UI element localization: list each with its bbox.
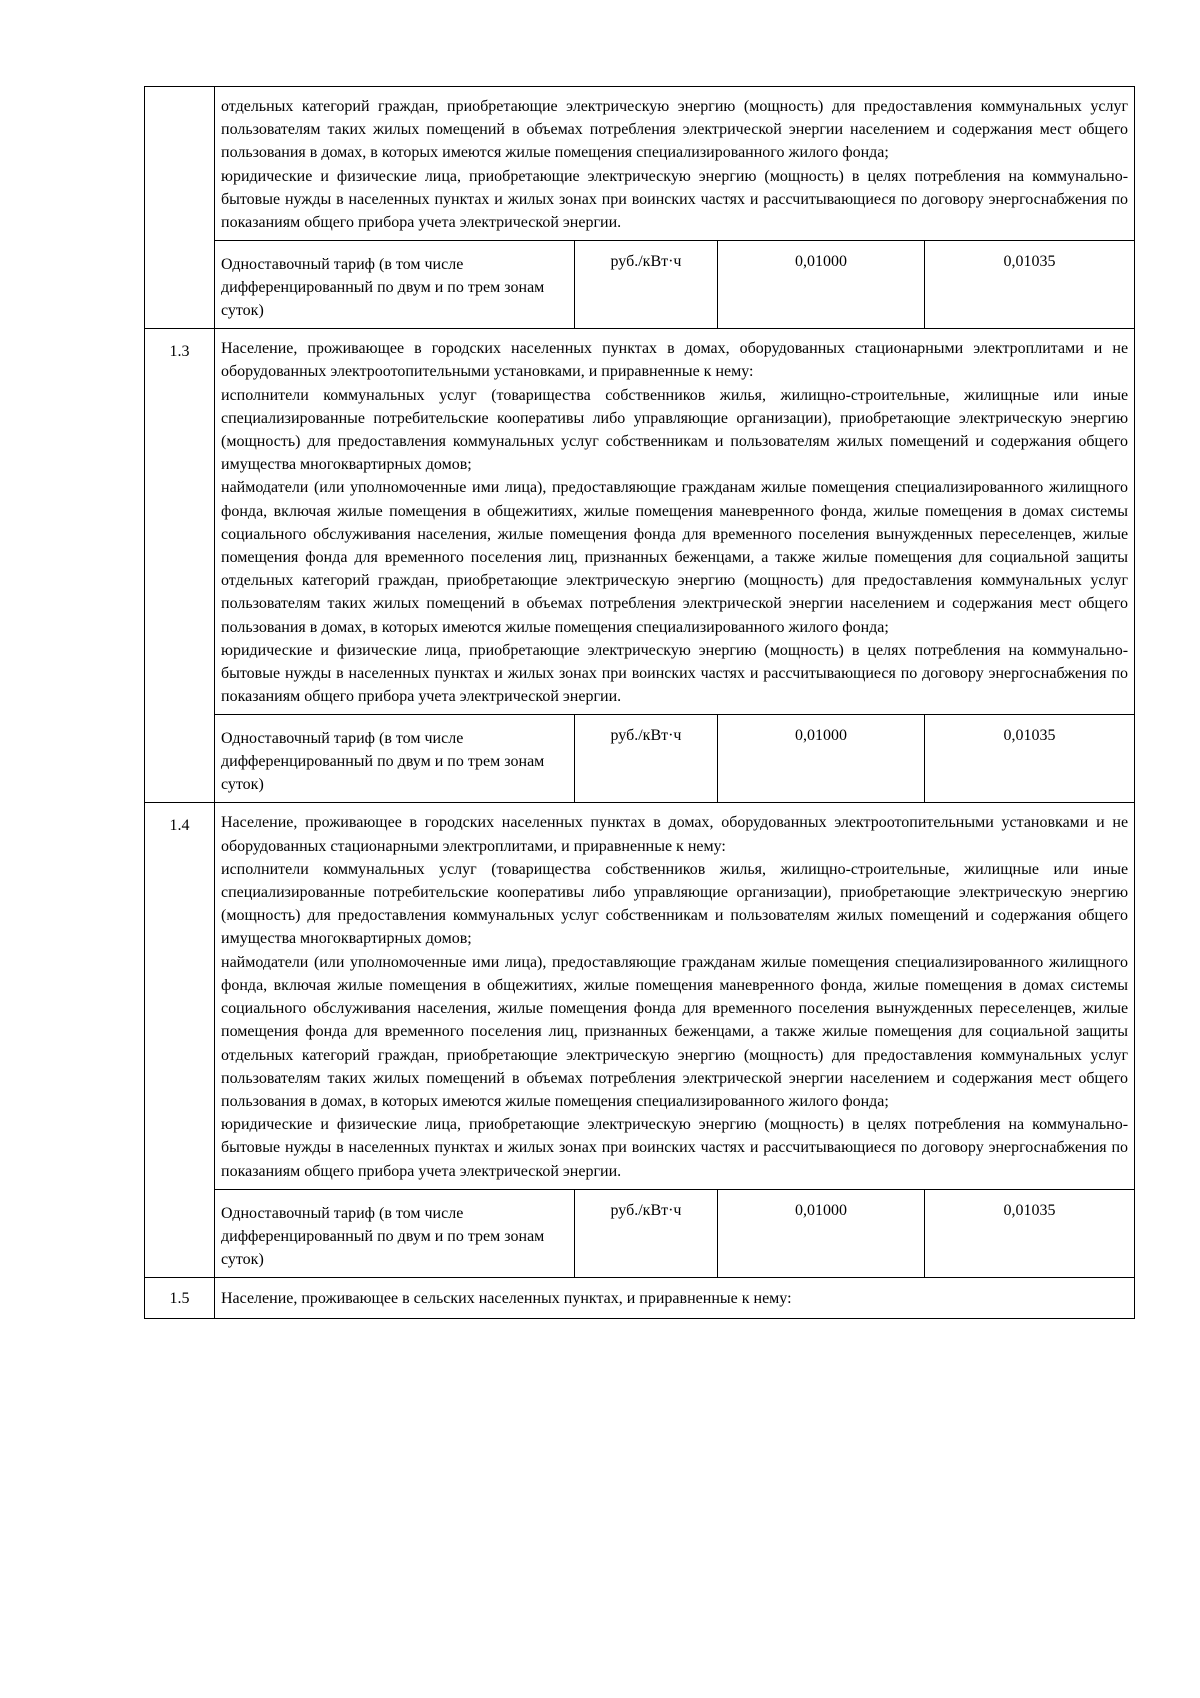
tariff-row [145,241,1135,329]
section-number: 1.5 [145,1277,215,1318]
section-row [145,87,1135,241]
paragraph: Население, проживающее в городских населенных пунктах в домах, оборудованных электроотопительными установками и не оборудованных стационарными электроплитами, и приравненные к нему: [221,814,1129,855]
paragraph: Население, проживающее в городских населенных пунктах в домах, оборудованных стационарными электроплитами и не оборудованных электроотопительными установками, и приравненные к нему: [221,340,1129,381]
section-description [215,329,1135,715]
paragraph: юридические и физические лица, приобретающие электрическую энергию (мощность) в целях потребления на коммунально-бытовые нужды в населенных пунктах и жилых зонах при воинских частях и рассчитывающиеся по договору энергоснабжения по показаниям общего прибора учета электрической энергии. [221,167,1129,232]
section-description: Население, проживающее в сельских населенных пунктах, и приравненные к нему: [215,1277,1135,1318]
section-row [145,1277,1135,1318]
tariff-value-second-half: 0,01035 [925,241,1135,329]
section-description [215,87,1135,241]
tariff-value-first-half: 0,01000 [718,241,925,329]
tariff-row [145,1189,1135,1277]
tariff-value-second-half: 0,01035 [925,1189,1135,1277]
section-row [145,329,1135,715]
paragraph: наймодатели (или уполномоченные ими лица), предоставляющие гражданам жилые помещения специализированного жилищного фонда, включая жилые помещения в общежитиях, жилые помещения маневренного фонда, жилые помещения в домах системы социального обслуживания населения, жилые помещения фонда для временного поселения вынужденных переселенцев, жилые помещения фонда для временного поселения лиц, признанных беженцами, а также жилые помещения для социальной защиты отдельных категорий граждан, приобретающие электрическую энергию (мощность) для предоставления коммунальных услуг пользователям таких жилых помещений в объемах потребления электрической энергии населением и содержания мест общего пользования в домах, в которых имеются жилые помещения специализированного жилого фонда; [221,479,1129,636]
section-description [215,803,1135,1189]
section-number: 1.3 [145,329,215,803]
tariff-name: Одноставочный тариф (в том числе дифференцированный по двум и по трем зонам суток) [215,241,575,329]
paragraph: исполнители коммунальных услуг (товарищества собственников жилья, жилищно-строительные, жилищные или иные специализированные потребительские кооперативы либо управляющие организации), приобретающие электрическую энергию (мощность) для предоставления коммунальных услуг собственникам и пользователям жилых помещений и содержания общего имущества многоквартирных домов; [221,860,1129,948]
tariff-value-first-half: 0,01000 [718,1189,925,1277]
tariff-value-first-half: 0,01000 [718,715,925,803]
tariff-unit: руб./кВт·ч [575,1189,718,1277]
section-number: 1.4 [145,803,215,1277]
paragraph: наймодатели (или уполномоченные ими лица), предоставляющие гражданам жилые помещения специализированного жилищного фонда, включая жилые помещения в общежитиях, жилые помещения маневренного фонда, жилые помещения в домах системы социального обслуживания населения, жилые помещения фонда для временного поселения вынужденных переселенцев, жилые помещения фонда для временного поселения лиц, признанных беженцами, а также жилые помещения для социальной защиты отдельных категорий граждан, приобретающие электрическую энергию (мощность) для предоставления коммунальных услуг пользователям таких жилых помещений в объемах потребления электрической энергии населением и содержания мест общего пользования в домах, в которых имеются жилые помещения специализированного жилого фонда; [221,953,1129,1110]
tariff-unit: руб./кВт·ч [575,715,718,803]
section-row [145,803,1135,1189]
tariff-name: Одноставочный тариф (в том числе дифференцированный по двум и по трем зонам суток) [215,1189,575,1277]
paragraph: юридические и физические лица, приобретающие электрическую энергию (мощность) в целях потребления на коммунально-бытовые нужды в населенных пунктах и жилых зонах при воинских частях и рассчитывающиеся по договору энергоснабжения по показаниям общего прибора учета электрической энергии. [221,641,1129,706]
paragraph: отдельных категорий граждан, приобретающие электрическую энергию (мощность) для предоставления коммунальных услуг пользователям таких жилых помещений в объемах потребления электрической энергии населением и содержания мест общего пользования в домах, в которых имеются жилые помещения специализированного жилого фонда; [221,98,1129,162]
paragraph: исполнители коммунальных услуг (товарищества собственников жилья, жилищно-строительные, жилищные или иные специализированные потребительские кооперативы либо управляющие организации), приобретающие электрическую энергию (мощность) для предоставления коммунальных услуг собственникам и пользователям жилых помещений и содержания общего имущества многоквартирных домов; [221,386,1129,474]
tariff-unit: руб./кВт·ч [575,241,718,329]
tariff-value-second-half: 0,01035 [925,715,1135,803]
tariff-table [144,86,1135,1319]
tariff-row [145,715,1135,803]
paragraph: юридические и физические лица, приобретающие электрическую энергию (мощность) в целях потребления на коммунально-бытовые нужды в населенных пунктах и жилых зонах при воинских частях и рассчитывающиеся по договору энергоснабжения по показаниям общего прибора учета электрической энергии. [221,1116,1129,1180]
section-number [145,87,215,329]
tariff-name: Одноставочный тариф (в том числе дифференцированный по двум и по трем зонам суток) [215,715,575,803]
